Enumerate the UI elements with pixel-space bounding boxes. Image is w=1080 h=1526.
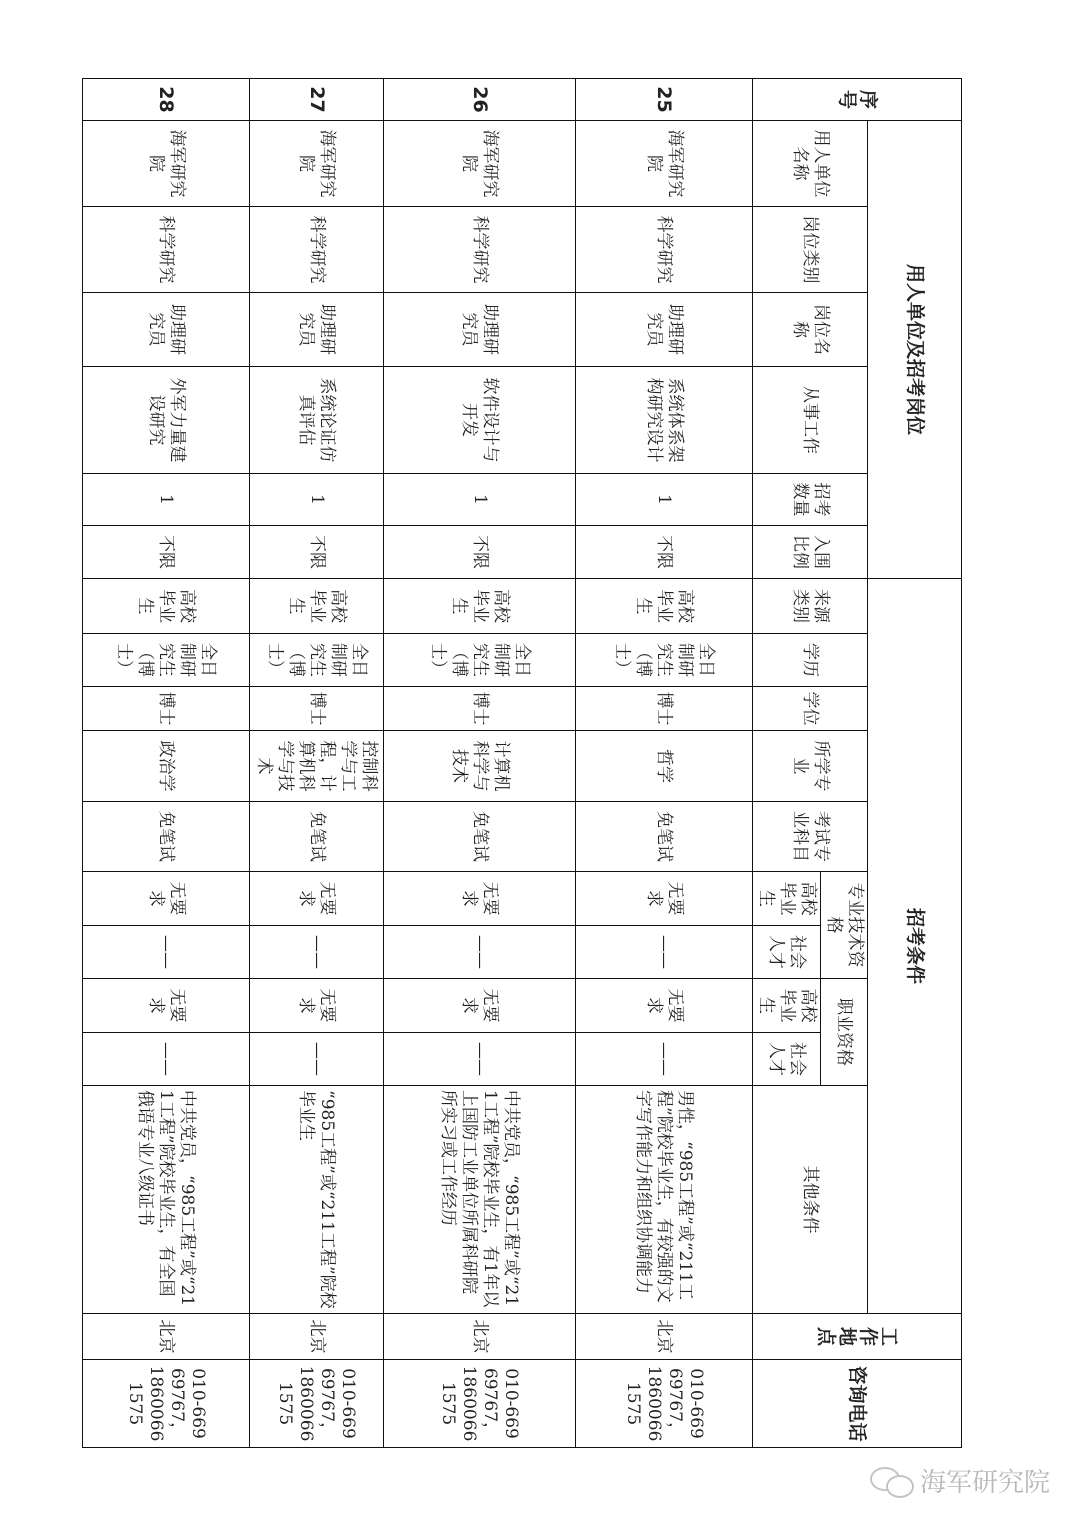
cell-seq: 27 xyxy=(250,79,384,121)
cell-shortlist-ratio: 不限 xyxy=(384,526,576,579)
cell-degree: 博士 xyxy=(250,687,384,731)
cell-voc-graduates: 无要求 xyxy=(384,979,576,1033)
header-source-category: 来源类别 xyxy=(753,579,868,634)
header-work-location: 工作地点 xyxy=(753,1314,962,1360)
cell-work-location: 北京 xyxy=(250,1314,384,1360)
header-degree: 学位 xyxy=(753,687,868,731)
cell-pt-social: —— xyxy=(384,926,576,979)
cell-phone: 010-66969767，18600661575 xyxy=(576,1360,753,1448)
header-vocational-qualification: 职业资格 xyxy=(821,979,868,1086)
cell-voc-social: —— xyxy=(250,1033,384,1086)
cell-source-category: 高校毕业生 xyxy=(250,579,384,634)
cell-source-category: 高校毕业生 xyxy=(384,579,576,634)
cell-major: 哲学 xyxy=(576,731,753,802)
header-seq: 序号 xyxy=(753,79,962,121)
cell-voc-social: —— xyxy=(83,1033,250,1086)
cell-source-category: 高校毕业生 xyxy=(576,579,753,634)
table-row xyxy=(83,79,250,1448)
cell-exam-subject: 免笔试 xyxy=(250,802,384,872)
cell-degree: 博士 xyxy=(384,687,576,731)
cell-pt-social: —— xyxy=(576,926,753,979)
header-prof-tech-qualification: 专业技术资格 xyxy=(821,872,868,979)
cell-work-content: 系统体系架构研究设计 xyxy=(576,367,753,474)
header-recruit-count: 招考数量 xyxy=(753,474,868,526)
cell-seq: 26 xyxy=(384,79,576,121)
cell-education: 全日制研究生（博士） xyxy=(83,634,250,687)
cell-seq: 28 xyxy=(83,79,250,121)
cell-degree: 博士 xyxy=(576,687,753,731)
cell-recruit-count: 1 xyxy=(384,474,576,526)
cell-position-name: 助理研究员 xyxy=(576,293,753,367)
header-unit-and-position: 用人单位及招考岗位 xyxy=(868,121,962,579)
header-shortlist-ratio: 入围比例 xyxy=(753,526,868,579)
cell-unit-name: 海军研究院 xyxy=(250,121,384,207)
header-position-category: 岗位类别 xyxy=(753,207,868,293)
cell-voc-social: —— xyxy=(576,1033,753,1086)
cell-recruit-count: 1 xyxy=(83,474,250,526)
table-row xyxy=(250,79,384,1448)
cell-major: 计算机科学与技术 xyxy=(384,731,576,802)
cell-unit-name: 海军研究院 xyxy=(83,121,250,207)
cell-pt-graduates: 无要求 xyxy=(576,872,753,926)
cell-phone: 010-66969767，18600661575 xyxy=(384,1360,576,1448)
cell-position-name: 助理研究员 xyxy=(83,293,250,367)
cell-major: 政治学 xyxy=(83,731,250,802)
cell-voc-graduates: 无要求 xyxy=(250,979,384,1033)
header-exam-subject: 考试专业科目 xyxy=(753,802,868,872)
cell-other-conditions: 男性，“985工程”或“211工程”院校毕业生，有较强的文字写作能力和组织协调能力 xyxy=(576,1086,753,1314)
cell-position-name: 助理研究员 xyxy=(384,293,576,367)
cell-pt-graduates: 无要求 xyxy=(250,872,384,926)
cell-shortlist-ratio: 不限 xyxy=(576,526,753,579)
header-phone: 咨询电话 xyxy=(753,1360,962,1448)
cell-work-content: 系统论证仿真评估 xyxy=(250,367,384,474)
header-voc-graduates: 高校毕业生 xyxy=(753,979,821,1033)
cell-exam-subject: 免笔试 xyxy=(83,802,250,872)
cell-education: 全日制研究生（博士） xyxy=(384,634,576,687)
cell-seq: 25 xyxy=(576,79,753,121)
header-other-conditions: 其他条件 xyxy=(753,1086,868,1314)
cell-other-conditions: 中共党员，“985工程”或“211工程”院校毕业生，有全国俄语专业八级证书 xyxy=(83,1086,250,1314)
cell-recruit-count: 1 xyxy=(576,474,753,526)
header-major: 所学专业 xyxy=(753,731,868,802)
cell-work-location: 北京 xyxy=(384,1314,576,1360)
cell-position-category: 科学研究 xyxy=(250,207,384,293)
cell-work-content: 外军力量建设研究 xyxy=(83,367,250,474)
watermark-text: 海军研究院 xyxy=(920,1468,1051,1498)
cell-voc-graduates: 无要求 xyxy=(576,979,753,1033)
cell-work-content: 软件设计与开发 xyxy=(384,367,576,474)
cell-other-conditions: 中共党员，“985工程”或“211工程”院校毕业生，有1年以上国防工业单位所属科研院所实习或工作经历 xyxy=(384,1086,576,1314)
cell-major: 控制科学与工程，计算机科学与技术 xyxy=(250,731,384,802)
cell-position-category: 科学研究 xyxy=(576,207,753,293)
cell-education: 全日制研究生（博士） xyxy=(250,634,384,687)
cell-position-category: 科学研究 xyxy=(384,207,576,293)
watermark xyxy=(870,1462,1050,1499)
cell-shortlist-ratio: 不限 xyxy=(83,526,250,579)
cell-phone: 010-66969767，18600661575 xyxy=(250,1360,384,1448)
cell-pt-social: —— xyxy=(250,926,384,979)
cell-unit-name: 海军研究院 xyxy=(384,121,576,207)
header-conditions: 招考条件 xyxy=(868,579,962,1314)
header-unit-name: 用人单位名称 xyxy=(753,121,868,207)
cell-degree: 博士 xyxy=(83,687,250,731)
header-education: 学历 xyxy=(753,634,868,687)
header-work-content: 从事工作 xyxy=(753,367,868,474)
cell-pt-social: —— xyxy=(83,926,250,979)
cell-unit-name: 海军研究院 xyxy=(576,121,753,207)
cell-recruit-count: 1 xyxy=(250,474,384,526)
cell-work-location: 北京 xyxy=(576,1314,753,1360)
recruitment-table xyxy=(82,78,962,1448)
cell-exam-subject: 免笔试 xyxy=(576,802,753,872)
cell-pt-graduates: 无要求 xyxy=(83,872,250,926)
cell-exam-subject: 免笔试 xyxy=(384,802,576,872)
cell-other-conditions: “985工程”或“211工程”院校毕业生 xyxy=(250,1086,384,1314)
cell-education: 全日制研究生（博士） xyxy=(576,634,753,687)
header-position-name: 岗位名称 xyxy=(753,293,868,367)
cell-voc-social: —— xyxy=(384,1033,576,1086)
cell-pt-graduates: 无要求 xyxy=(384,872,576,926)
recruitment-table-page xyxy=(105,78,962,1447)
cell-position-name: 助理研究员 xyxy=(250,293,384,367)
cell-voc-graduates: 无要求 xyxy=(83,979,250,1033)
header-pt-graduates: 高校毕业生 xyxy=(753,872,821,926)
header-pt-social-talent: 社会人才 xyxy=(753,926,821,979)
cell-phone: 010-66969767，18600661575 xyxy=(83,1360,250,1448)
header-voc-social-talent: 社会人才 xyxy=(753,1033,821,1086)
cell-shortlist-ratio: 不限 xyxy=(250,526,384,579)
cell-work-location: 北京 xyxy=(83,1314,250,1360)
cell-source-category: 高校毕业生 xyxy=(83,579,250,634)
table-row xyxy=(576,79,753,1448)
cell-position-category: 科学研究 xyxy=(83,207,250,293)
table-row xyxy=(384,79,576,1448)
wechat-icon xyxy=(870,1465,914,1497)
